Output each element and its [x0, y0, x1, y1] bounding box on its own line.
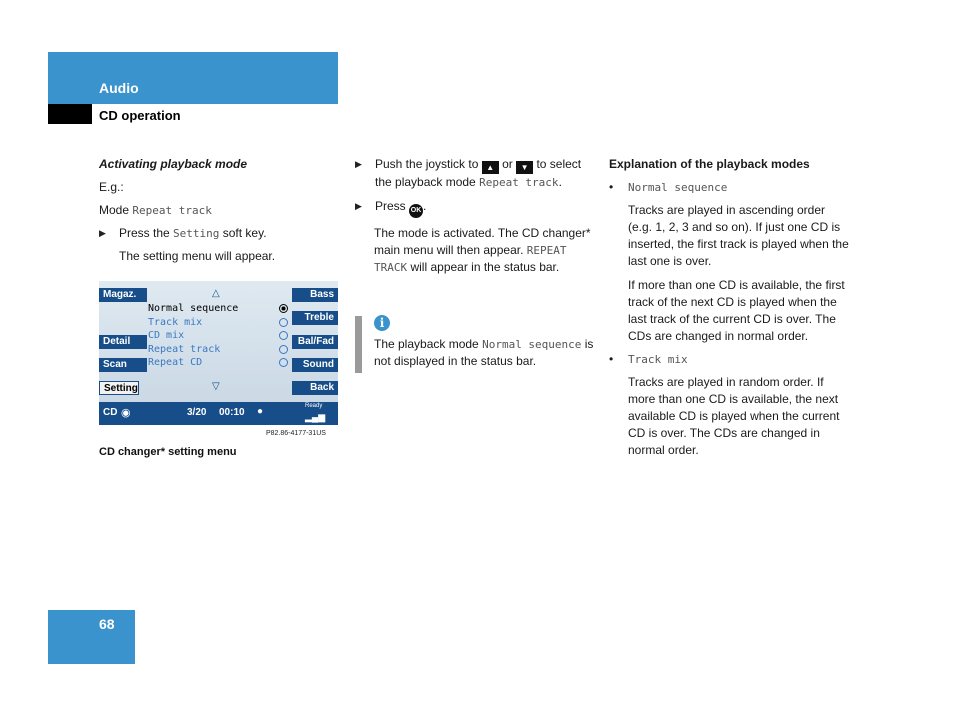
bullet-dot: •: [609, 180, 614, 194]
mode-line: [99, 202, 339, 219]
softkey-balfad[interactable]: Bal/Fad: [292, 335, 338, 349]
radio-icon: [279, 345, 288, 354]
ok-button-icon: OK: [409, 204, 423, 218]
mode1-desc1: Tracks are played in ascending order (e.g. 1, 2, 3 and so on). If just one CD is inserted, the first track is played when the last one is over.: [628, 203, 849, 268]
step-press-setting: [99, 225, 339, 242]
step-text-end: soft key.: [222, 226, 267, 240]
col1-heading: Activating playback mode: [99, 157, 248, 171]
radio-icon: [279, 318, 288, 327]
note-text-a: The playback mode: [374, 337, 479, 351]
mode2-name: Track mix: [628, 353, 688, 366]
status-text-repeat-track: REPEAT TRACK: [374, 244, 567, 274]
page-number-box: [48, 610, 135, 664]
figure-caption: CD changer* setting menu: [99, 446, 237, 458]
mode2-desc1: Tracks are played in random order. If more than one CD is available, the next available CD is played when the current CD is over. The CDs are changed in normal order.: [628, 375, 840, 457]
section-subtitle: CD operation: [99, 108, 181, 123]
softkey-detail[interactable]: Detail: [99, 335, 147, 349]
cd-icon: ◉: [121, 407, 131, 419]
note-mode: Normal sequence: [482, 338, 582, 351]
status-ready: Ready: [305, 403, 323, 409]
softkey-scan[interactable]: Scan: [99, 358, 147, 372]
mode-prefix: Mode: [99, 203, 130, 217]
radio-icon: [279, 358, 288, 367]
scroll-down-icon: ▽: [212, 381, 220, 392]
or-text: or: [502, 157, 513, 171]
mode1-name: Normal sequence: [628, 181, 728, 194]
section-title: Audio: [99, 80, 139, 96]
status-time: 00:10: [219, 407, 245, 418]
column-middle: [355, 156, 595, 276]
signal-icon: ▂▄▆: [305, 412, 326, 422]
mode-activated-result: [355, 225, 595, 276]
cd-setting-screen: [99, 281, 338, 425]
radio-icon: [279, 331, 288, 340]
note-text: [374, 336, 599, 370]
menu-item-cd-mix[interactable]: CD mix: [148, 330, 185, 341]
eg-label: E.g.:: [99, 180, 124, 194]
step-text: Press: [375, 199, 406, 213]
softkey-bass[interactable]: Bass: [292, 288, 338, 302]
step-text-cont: to select the playback mode: [375, 157, 582, 189]
radio-selected-icon: [279, 304, 288, 313]
scroll-up-icon: △: [212, 288, 220, 299]
disc-icon: ●: [257, 406, 264, 417]
step-text: Push the joystick to: [375, 157, 479, 171]
softkey-back[interactable]: Back: [292, 381, 338, 395]
step-press-ok: [355, 198, 595, 218]
softkey-magaz[interactable]: Magaz.: [99, 288, 147, 302]
menu-item-repeat-track[interactable]: Repeat track: [148, 344, 221, 355]
setting-key-name: Setting: [173, 227, 220, 240]
status-source: CD: [103, 407, 118, 418]
info-icon: i: [374, 315, 390, 331]
mode-value: Repeat track: [479, 176, 559, 189]
softkey-treble[interactable]: Treble: [292, 311, 338, 325]
menu-item-normal-sequence[interactable]: Normal sequence: [148, 303, 239, 314]
step-end: .: [423, 199, 427, 213]
col3-heading: Explanation of the playback modes: [609, 157, 810, 171]
menu-item-repeat-cd[interactable]: Repeat CD: [148, 357, 203, 368]
down-arrow-icon: ▼: [516, 161, 533, 174]
status-bar: [99, 402, 338, 425]
header-marker: [48, 104, 92, 124]
mode-value: Repeat track: [132, 204, 212, 217]
result-text: The mode is activated. The CD changer* main menu will then appear.: [374, 226, 591, 257]
header-band: [48, 52, 338, 104]
step-result: The setting menu will appear.: [119, 249, 276, 263]
note-text-b: is not displayed in the status bar.: [374, 337, 594, 368]
step-push-joystick: [355, 156, 595, 191]
bullet-dot: •: [609, 352, 614, 366]
status-track: 3/20: [187, 407, 207, 418]
note-bar: [355, 316, 362, 373]
menu-item-track-mix[interactable]: Track mix: [148, 317, 203, 328]
mode1-desc2: If more than one CD is available, the first track of the next CD is played when the last track of the current CD is over. The CDs are changed in normal order.: [628, 278, 845, 343]
step-text: Press the: [119, 226, 170, 240]
softkey-setting[interactable]: Setting: [99, 381, 139, 395]
up-arrow-icon: ▲: [482, 161, 499, 174]
mode2-item: [609, 351, 849, 368]
result-text-end: will appear in the status bar.: [410, 260, 560, 274]
figure-id: P82.86-4177-31US: [266, 430, 326, 437]
column-left: [99, 156, 339, 265]
page-number: 68: [99, 616, 115, 632]
step-end: .: [558, 175, 562, 189]
mode1-item: [609, 179, 849, 196]
column-right: [609, 156, 849, 459]
softkey-sound[interactable]: Sound: [292, 358, 338, 372]
